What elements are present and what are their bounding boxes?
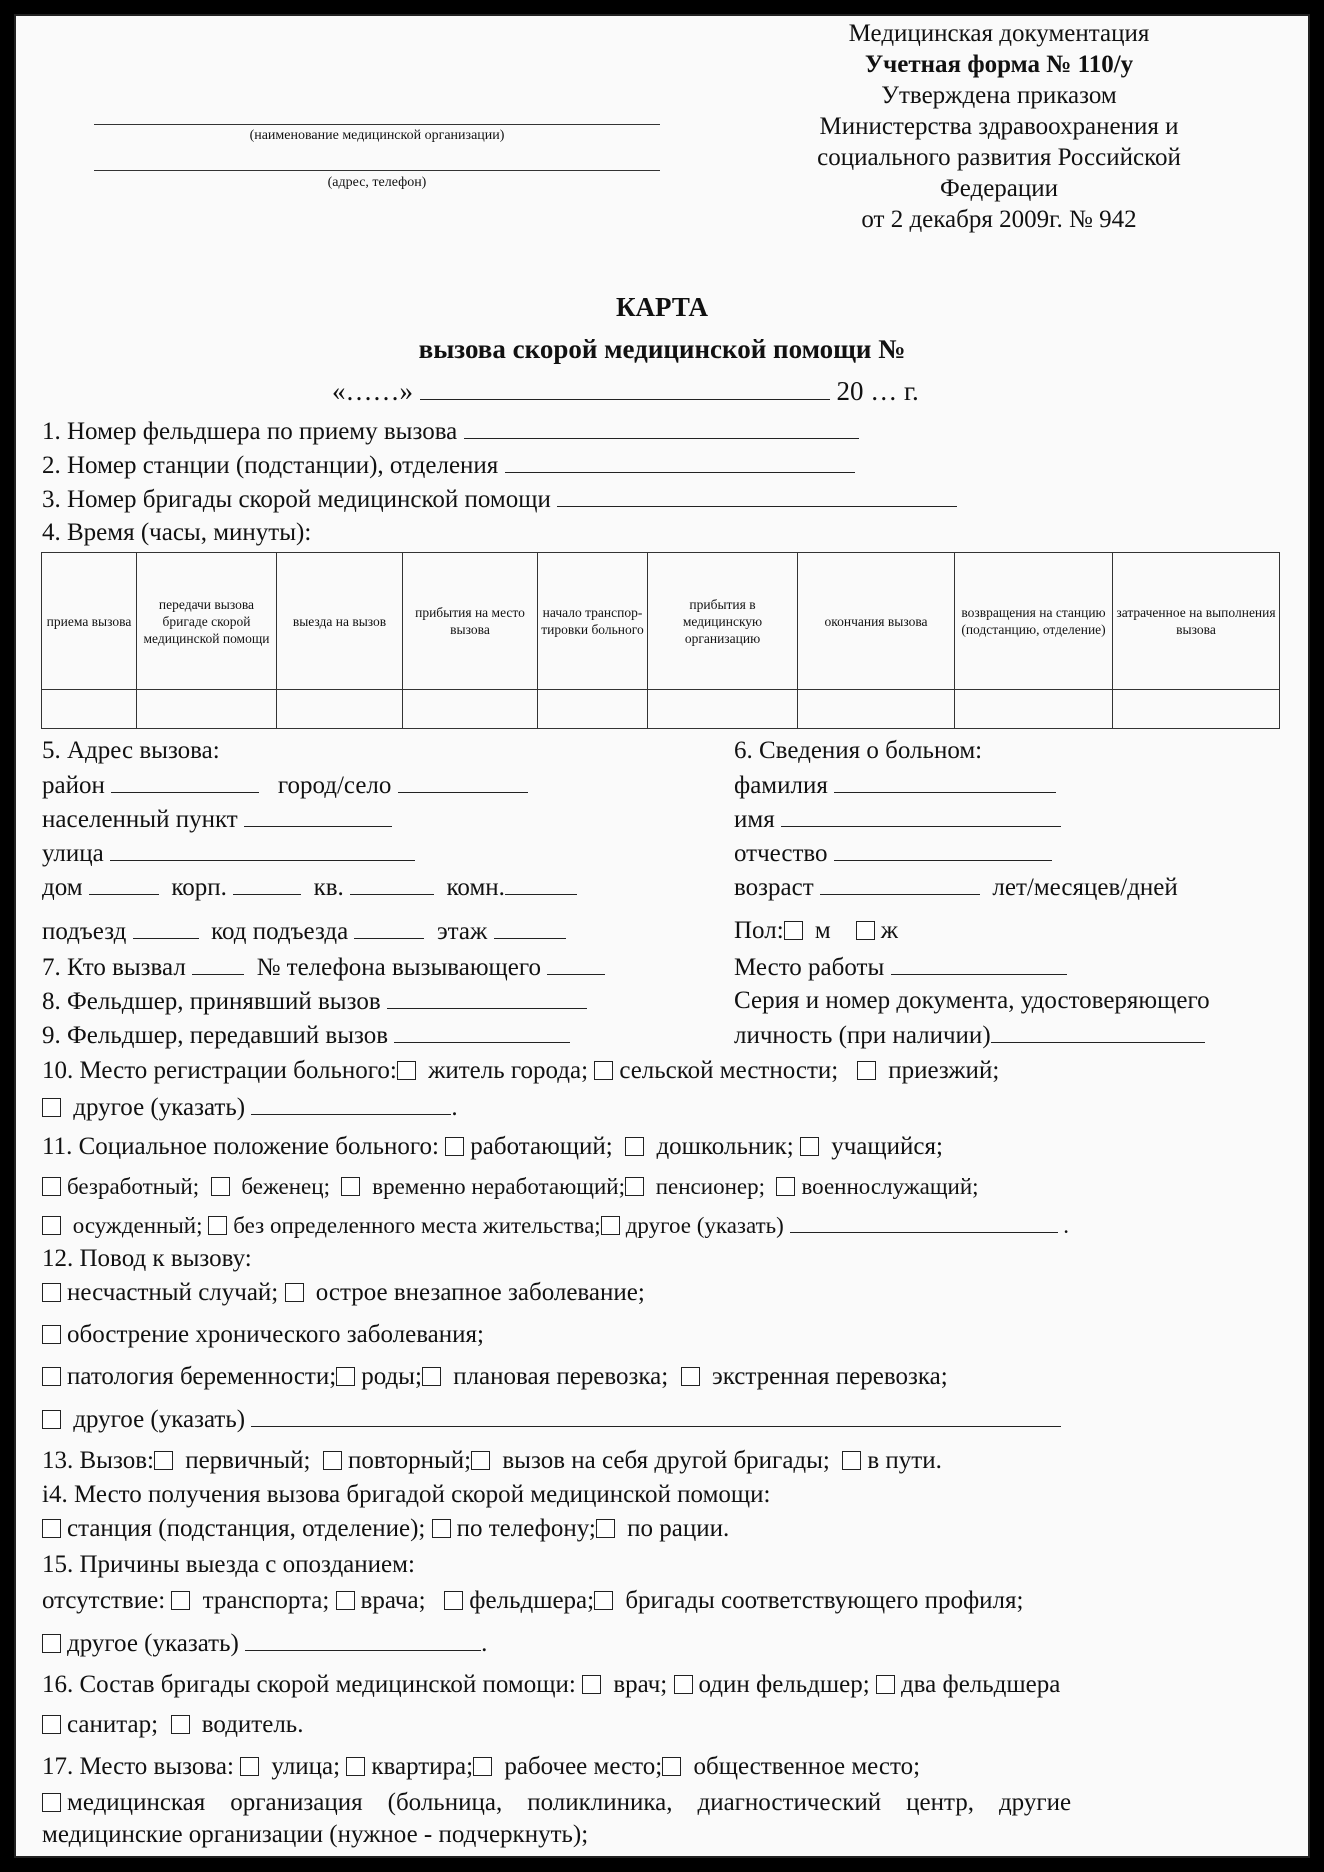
time-header: затраченное на выполнения вызова [1113, 553, 1280, 690]
social-convicted-checkbox[interactable] [42, 1216, 61, 1235]
section-12-row3: патология беременности; роды; плановая перевозка; экстренная перевозка; [42, 1362, 948, 1392]
section-15-title: 15. Причины выезда с опозданием: [42, 1551, 415, 1578]
patient-surname-row: фамилия [734, 770, 1056, 801]
time-header: начало транспор-тировки больного [538, 553, 648, 690]
reason-other-checkbox[interactable] [42, 1410, 61, 1429]
section-17-row2: медицинская организация (больница, поликлиника, диагностический центр, другие [42, 1788, 1071, 1818]
delay-other-checkbox[interactable] [42, 1634, 61, 1653]
first-name-field[interactable] [781, 804, 1061, 827]
section-10: 10. Место регистрации больного: житель города; сельской местности; приезжий; [42, 1057, 1000, 1084]
call-enroute-checkbox[interactable] [842, 1451, 861, 1470]
time-header: приема вызова [42, 553, 137, 690]
time-cell[interactable] [798, 690, 955, 729]
receive-radio-checkbox[interactable] [596, 1519, 615, 1538]
transmitting-paramedic-field[interactable] [394, 1020, 570, 1043]
address-row-house: дом корп. кв. комн. [42, 872, 577, 903]
social-unemployed-checkbox[interactable] [42, 1177, 61, 1196]
section-16-row1: 16. Состав бригады скорой медицинской помощи: врач; один фельдшер; два фельдшера [42, 1671, 1061, 1698]
section-15-row1: отсутствие: транспорта; врача; фельдшера; бригады соответствующего профиля; [42, 1587, 1024, 1614]
social-military-checkbox[interactable] [776, 1177, 795, 1196]
patient-sex-row: Пол: м ж [734, 917, 899, 944]
time-cell[interactable] [42, 690, 137, 729]
reason-emergency-checkbox[interactable] [681, 1367, 700, 1386]
item-4: 4. Время (часы, минуты): [42, 519, 312, 546]
id-document-field[interactable] [991, 1020, 1205, 1043]
age-field[interactable] [820, 872, 980, 895]
address-row-district: район город/село [42, 770, 528, 801]
approval-line: социального развития Российской [817, 144, 1181, 171]
address-title: 5. Адрес вызова: [42, 737, 220, 764]
reg-other-checkbox[interactable] [42, 1098, 61, 1117]
reg-other-field[interactable] [251, 1092, 451, 1115]
dispatcher-number-field[interactable] [464, 416, 859, 439]
social-preschool-checkbox[interactable] [625, 1137, 644, 1156]
time-header: прибытия в медицинскую организацию [648, 553, 798, 690]
org-name-caption: (наименование медицинской организации) [249, 128, 505, 143]
patient-age-row: возраст лет/месяцев/дней [734, 874, 1178, 901]
social-other-field[interactable] [790, 1210, 1058, 1233]
social-temp-unemployed-checkbox[interactable] [341, 1177, 360, 1196]
apartment-field[interactable] [350, 872, 434, 895]
delay-team-checkbox[interactable] [594, 1591, 613, 1610]
place-street-checkbox[interactable] [240, 1757, 259, 1776]
org-name-line [94, 124, 660, 125]
locality-field[interactable] [244, 804, 392, 827]
section-17-row1: 17. Место вызова: улица; квартира; рабочее место; общественное место; [42, 1753, 921, 1780]
station-number-field[interactable] [505, 450, 855, 473]
patient-name-row: имя [734, 804, 1061, 835]
section-16-row2: санитар; водитель. [42, 1710, 303, 1740]
patient-patronymic-row: отчество [734, 838, 1052, 869]
social-refugee-checkbox[interactable] [211, 1177, 230, 1196]
address-row-street: улица [42, 838, 415, 869]
section-12-title: 12. Повод к вызову: [42, 1245, 252, 1272]
time-cell[interactable] [648, 690, 798, 729]
delay-other-field[interactable] [245, 1628, 481, 1651]
reason-accident-checkbox[interactable] [42, 1283, 61, 1302]
team-two-paramedics-checkbox[interactable] [876, 1675, 895, 1694]
section-11-row2: безработный; беженец; временно неработающий; пенсионер; военнослужащий; [42, 1172, 979, 1202]
item-3: 3. Номер бригады скорой медицинской помощи [42, 484, 957, 515]
item-2: 2. Номер станции (подстанции), отделения [42, 450, 855, 481]
item-7: 7. Кто вызвал № телефона вызывающего [42, 952, 605, 983]
team-number-field[interactable] [557, 484, 957, 507]
item-9: 9. Фельдшер, передавший вызов [42, 1020, 570, 1051]
time-header: окончания вызова [798, 553, 955, 690]
surname-field[interactable] [834, 770, 1056, 793]
house-field[interactable] [89, 872, 159, 895]
reg-visitor-checkbox[interactable] [857, 1061, 876, 1080]
section-10-other: другое (указать) . [42, 1092, 458, 1123]
receiving-paramedic-field[interactable] [387, 986, 587, 1009]
section-17-row3: медицинские организации (нужное - подчеркнуть); [42, 1821, 589, 1848]
call-primary-checkbox[interactable] [154, 1451, 173, 1470]
team-driver-checkbox[interactable] [171, 1715, 190, 1734]
city-field[interactable] [398, 770, 528, 793]
time-cell[interactable] [538, 690, 648, 729]
approval-block [754, 18, 1244, 235]
time-header: передачи вызова бригаде скорой медицинской помощи [137, 553, 277, 690]
building-field[interactable] [233, 872, 301, 895]
place-medical-checkbox[interactable] [42, 1793, 61, 1812]
time-header: выезда на вызов [277, 553, 403, 690]
section-14-title: і4. Место получения вызова бригадой скорой медицинской помощи: [42, 1481, 771, 1508]
item-8: 8. Фельдшер, принявший вызов [42, 986, 587, 1017]
section-12-row4: другое (указать) [42, 1404, 1061, 1435]
reason-acute-checkbox[interactable] [285, 1283, 304, 1302]
reg-rural-checkbox[interactable] [594, 1061, 613, 1080]
call-backup-checkbox[interactable] [471, 1451, 490, 1470]
social-student-checkbox[interactable] [800, 1137, 819, 1156]
date-line [332, 376, 919, 406]
date-year: 20 … г. [836, 376, 919, 406]
date-day: «……» [332, 376, 413, 406]
section-12-row1: несчастный случай; острое внезапное заболевание; [42, 1278, 645, 1308]
caller-phone-field[interactable] [547, 952, 605, 975]
time-cell[interactable] [403, 690, 538, 729]
entrance-code-field[interactable] [354, 916, 424, 939]
entrance-field[interactable] [133, 916, 199, 939]
patient-doc-row-2: личность (при наличии) [734, 1020, 1205, 1051]
place-work-checkbox[interactable] [473, 1757, 492, 1776]
social-other-checkbox[interactable] [601, 1216, 620, 1235]
patient-work-row: Место работы [734, 952, 1067, 983]
address-line [94, 170, 660, 171]
form-page [14, 14, 1310, 1858]
street-field[interactable] [110, 838, 415, 861]
approval-line: Медицинская документация [848, 20, 1150, 47]
address-row-locality: населенный пункт [42, 804, 392, 835]
floor-field[interactable] [494, 916, 566, 939]
caller-field[interactable] [192, 952, 244, 975]
place-public-checkbox[interactable] [662, 1757, 681, 1776]
patient-doc-row: Серия и номер документа, удостоверяющего [734, 987, 1210, 1014]
delay-transport-checkbox[interactable] [171, 1591, 190, 1610]
reason-planned-checkbox[interactable] [422, 1367, 441, 1386]
patient-title: 6. Сведения о больном: [734, 737, 983, 764]
address-caption: (адрес, телефон) [327, 175, 427, 190]
social-employed-checkbox[interactable] [445, 1137, 464, 1156]
section-13: 13. Вызов: первичный; повторный; вызов на себя другой бригады; в пути. [42, 1447, 942, 1474]
time-header: возвращения на станцию (подстанцию, отделение) [955, 553, 1113, 690]
workplace-field[interactable] [891, 952, 1067, 975]
time-table [41, 552, 1280, 729]
team-one-paramedic-checkbox[interactable] [674, 1675, 693, 1694]
social-homeless-checkbox[interactable] [208, 1216, 227, 1235]
call-repeat-checkbox[interactable] [323, 1451, 342, 1470]
section-11-row3: осужденный; без определенного места жительства; другое (указать) . [42, 1210, 1069, 1241]
receive-phone-checkbox[interactable] [432, 1519, 451, 1538]
section-15-row2: другое (указать) . [42, 1628, 487, 1659]
place-apartment-checkbox[interactable] [346, 1757, 365, 1776]
time-cell[interactable] [137, 690, 277, 729]
form-number: Учетная форма № 110/у [864, 51, 1134, 78]
card-subtitle: вызова скорой медицинской помощи № [418, 334, 906, 364]
address-row-entrance: подъезд код подъезда этаж [42, 916, 566, 947]
date-month-field[interactable] [420, 377, 830, 400]
sex-male-checkbox[interactable] [784, 921, 803, 940]
reason-pregnancy-checkbox[interactable] [42, 1367, 61, 1386]
sex-female-checkbox[interactable] [856, 921, 875, 940]
reason-chronic-checkbox[interactable] [42, 1325, 61, 1344]
team-doctor-checkbox[interactable] [582, 1675, 601, 1694]
district-field[interactable] [111, 770, 259, 793]
team-orderly-checkbox[interactable] [42, 1715, 61, 1734]
time-header: прибытия на место вызова [403, 553, 538, 690]
approval-line: Утверждена приказом [881, 82, 1117, 109]
section-11: 11. Социальное положение больного: работающий; дошкольник; учащийся; [42, 1133, 943, 1160]
reg-city-checkbox[interactable] [397, 1061, 416, 1080]
section-12-row2: обострение хронического заболевания; [42, 1320, 484, 1350]
approval-line: от 2 декабря 2009г. № 942 [861, 206, 1137, 233]
time-cell[interactable] [1113, 690, 1280, 729]
receive-station-checkbox[interactable] [42, 1519, 61, 1538]
time-cell[interactable] [955, 690, 1113, 729]
section-14-row: станция (подстанция, отделение); по телефону; по рации. [42, 1514, 729, 1544]
approval-line: Федерации [939, 175, 1059, 202]
time-cell[interactable] [277, 690, 403, 729]
social-pensioner-checkbox[interactable] [625, 1177, 644, 1196]
reason-birth-checkbox[interactable] [336, 1367, 355, 1386]
patronymic-field[interactable] [834, 838, 1052, 861]
delay-doctor-checkbox[interactable] [336, 1591, 355, 1610]
room-field[interactable] [505, 872, 577, 895]
approval-line: Министерства здравоохранения и [819, 113, 1179, 140]
delay-paramedic-checkbox[interactable] [444, 1591, 463, 1610]
item-1: 1. Номер фельдшера по приему вызова [42, 416, 859, 447]
card-title: КАРТА [615, 292, 709, 322]
reason-other-field[interactable] [251, 1404, 1061, 1427]
